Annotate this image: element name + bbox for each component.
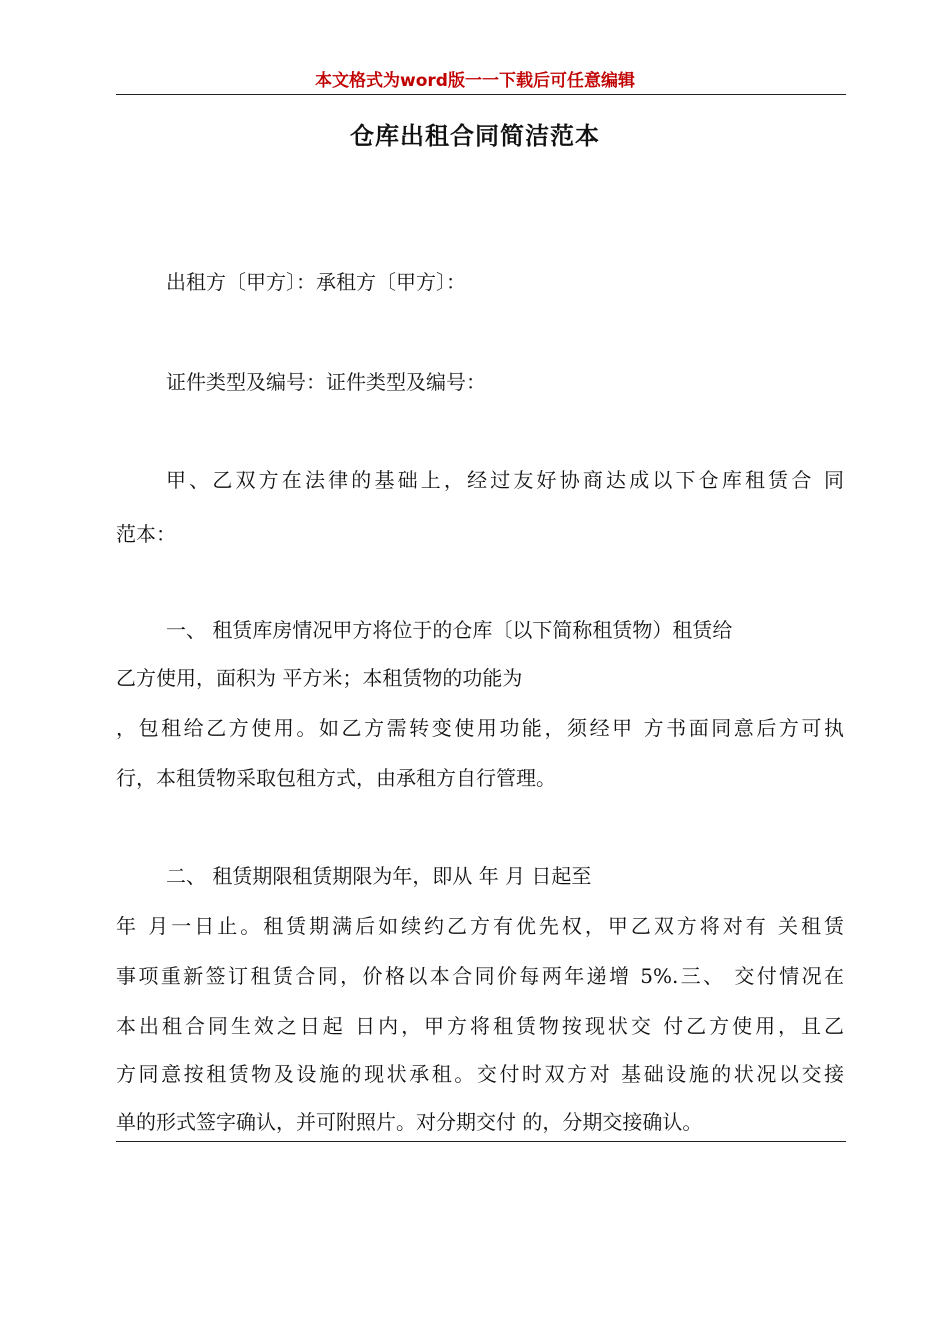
paragraph-line: 行，本租赁物采取包租方式，由承租方自行管理。 [116, 766, 556, 790]
paragraph-line: ，包租给乙方使用。如乙方需转变使用功能，须经甲 方书面同意后方可执 [116, 716, 844, 740]
page-title: 仓库出租合同简洁范本 [350, 122, 600, 150]
paragraph-line: 年 月一日止。租赁期满后如续约乙方有优先权，甲乙双方将对有 关租赁 [116, 914, 844, 938]
paragraph-line: 事项重新签订租赁合同，价格以本合同价每两年递增 5%.三、 交付情况在 [116, 964, 844, 988]
paragraph-line: 本出租合同生效之日起 日内，甲方将租赁物按现状交 付乙方使用，且乙 [116, 1014, 844, 1038]
paragraph-line: 证件类型及编号：证件类型及编号： [166, 370, 486, 394]
paragraph-line: 方同意按租赁物及设施的现状承租。交付时双方对 基础设施的状况以交接 [116, 1062, 844, 1086]
header-rule [116, 94, 846, 95]
footer-rule [116, 1141, 846, 1142]
header-note: 本文格式为word版一一下载后可任意编辑 [315, 71, 635, 91]
paragraph-line: 甲、乙双方在法律的基础上，经过友好协商达成以下仓库租赁合 同 [166, 468, 844, 492]
paragraph-line: 范本： [116, 522, 176, 546]
paragraph-line: 乙方使用，面积为 平方米；本租赁物的功能为 [116, 666, 523, 690]
paragraph-line: 出租方〔甲方〕：承租方〔甲方〕： [166, 270, 466, 294]
paragraph-line: 二、 租赁期限租赁期限为年，即从 年 月 日起至 [166, 864, 592, 888]
paragraph-line: 一、 租赁库房情况甲方将位于的仓库〔以下简称租赁物）租赁给 [166, 618, 733, 642]
paragraph-line: 单的形式签字确认，并可附照片。对分期交付 的，分期交接确认。 [116, 1110, 703, 1134]
